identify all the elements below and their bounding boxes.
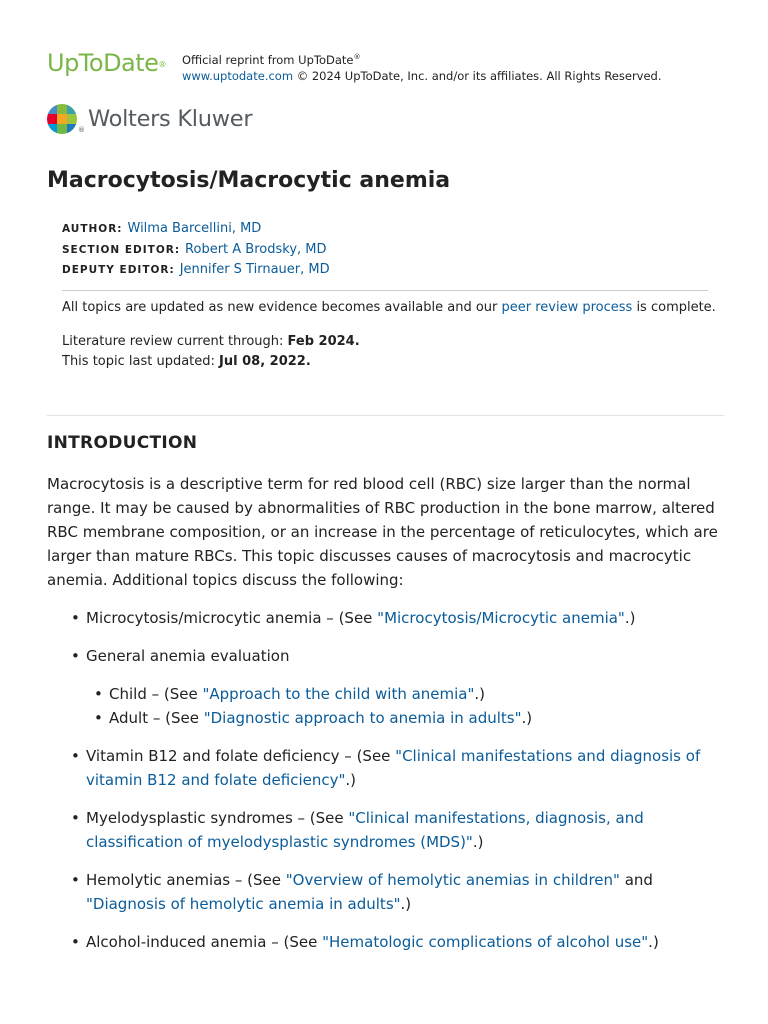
list-item-end: .) bbox=[474, 685, 486, 703]
uptodate-logo[interactable] bbox=[47, 48, 166, 78]
update-note-text: All topics are updated as new evidence becomes available and our bbox=[62, 300, 502, 315]
list-item bbox=[86, 930, 726, 954]
copyright-text: © 2024 UpToDate, Inc. and/or its affiliates. All Rights Reserved. bbox=[293, 68, 662, 83]
topic-link-hemolytic-adults[interactable]: "Diagnosis of hemolytic anemia in adults" bbox=[86, 895, 401, 913]
topic-link-hemolytic-children[interactable]: "Overview of hemolytic anemias in children" bbox=[285, 871, 620, 889]
topic-link-b12-folate[interactable]: "Clinical manifestations and diagnosis of vitamin B12 and folate deficiency" bbox=[86, 747, 701, 789]
introduction-heading: INTRODUCTION bbox=[47, 433, 198, 453]
brand-header bbox=[47, 48, 662, 84]
divider bbox=[62, 290, 708, 291]
section-editor-link[interactable]: Robert A Brodsky, MD bbox=[185, 241, 327, 257]
list-item-end: .) bbox=[521, 709, 533, 727]
list-item bbox=[86, 644, 726, 730]
list-item bbox=[86, 744, 726, 792]
review-dates bbox=[62, 332, 360, 372]
last-updated-label: This topic last updated: bbox=[62, 354, 220, 369]
author-link[interactable]: Wilma Barcellini, MD bbox=[127, 221, 262, 236]
list-item bbox=[86, 606, 726, 630]
literature-review-label: Literature review current through: bbox=[62, 334, 288, 349]
topic-link-adult-anemia[interactable]: "Diagnostic approach to anemia in adults" bbox=[203, 709, 522, 727]
uptodate-site-link[interactable]: www.uptodate.com bbox=[181, 68, 294, 83]
last-updated-row bbox=[62, 352, 360, 372]
list-item-text: Vitamin B12 and folate deficiency – (See bbox=[86, 747, 396, 765]
list-item-text: Hemolytic anemias – (See bbox=[86, 871, 286, 889]
wolters-kluwer-wordmark: Wolters Kluwer bbox=[88, 106, 253, 132]
list-item-end: .) bbox=[472, 833, 484, 851]
reprint-notice bbox=[182, 48, 662, 84]
peer-review-link[interactable]: peer review process bbox=[501, 300, 633, 315]
topic-link-microcytosis[interactable]: "Microcytosis/Microcytic anemia" bbox=[377, 609, 625, 627]
deputy-editor-link[interactable]: Jennifer S Tirnauer, MD bbox=[179, 262, 330, 277]
wolters-kluwer-mosaic-icon bbox=[47, 104, 77, 134]
section-editor-row bbox=[62, 240, 330, 261]
list-item bbox=[86, 868, 726, 916]
deputy-editor-label: DEPUTY EDITOR: bbox=[62, 264, 175, 276]
topic-link-mds[interactable]: "Clinical manifestations, diagnosis, and classification of myelodysplastic syndromes (MDS)" bbox=[86, 809, 644, 851]
author-row bbox=[62, 219, 330, 240]
list-item-text: General anemia evaluation bbox=[86, 647, 290, 665]
update-note-end: is complete. bbox=[632, 300, 716, 315]
related-topics-list bbox=[86, 606, 726, 968]
list-item-end: .) bbox=[624, 609, 636, 627]
list-item-text: Myelodysplastic syndromes – (See bbox=[86, 809, 349, 827]
list-item-end: .) bbox=[400, 895, 412, 913]
list-item-text: Microcytosis/microcytic anemia – (See bbox=[86, 609, 378, 627]
list-item bbox=[86, 806, 726, 854]
author-block bbox=[62, 219, 330, 281]
section-divider bbox=[47, 415, 724, 416]
literature-review-row bbox=[62, 332, 360, 352]
list-item-text: Alcohol-induced anemia – (See bbox=[86, 933, 323, 951]
reprint-line: Official reprint from UpToDate bbox=[181, 52, 354, 67]
section-editor-label: SECTION EDITOR: bbox=[62, 243, 181, 256]
wolters-kluwer-registered-mark: ® bbox=[78, 126, 85, 134]
list-item-joiner: and bbox=[619, 871, 653, 889]
sub-list-item bbox=[109, 682, 726, 706]
sub-list bbox=[109, 682, 726, 730]
uptodate-logo-text: UpToDate bbox=[47, 49, 159, 77]
literature-review-date: Feb 2024. bbox=[287, 334, 360, 349]
list-item-end: .) bbox=[345, 771, 356, 789]
last-updated-date: Jul 08, 2022. bbox=[219, 354, 311, 369]
page-title: Macrocytosis/Macrocytic anemia bbox=[47, 168, 451, 193]
update-note bbox=[62, 299, 716, 317]
wolters-kluwer-logo[interactable] bbox=[47, 104, 252, 134]
topic-link-alcohol[interactable]: "Hematologic complications of alcohol use" bbox=[322, 933, 649, 951]
introduction-paragraph: Macrocytosis is a descriptive term for red blood cell (RBC) size larger than the normal range. It may be caused by abnormalities of RBC production in the bone marrow, altered RBC membrane composition, or an increase in the percentage of reticulocytes, which are larger than mature RBCs. This topic discusses causes of macrocytosis and macrocytic anemia. Additional topics discuss the following: bbox=[47, 475, 718, 589]
sub-list-item bbox=[109, 706, 726, 730]
deputy-editor-row bbox=[62, 260, 330, 281]
list-item-text: Child – (See bbox=[109, 685, 203, 703]
list-item-text: Adult – (See bbox=[109, 709, 204, 727]
uptodate-registered-mark: ® bbox=[158, 60, 166, 69]
author-label: AUTHOR: bbox=[62, 223, 123, 235]
reprint-registered-mark: ® bbox=[353, 53, 361, 61]
list-item-end: .) bbox=[648, 933, 659, 951]
topic-link-child-anemia[interactable]: "Approach to the child with anemia" bbox=[202, 685, 475, 703]
